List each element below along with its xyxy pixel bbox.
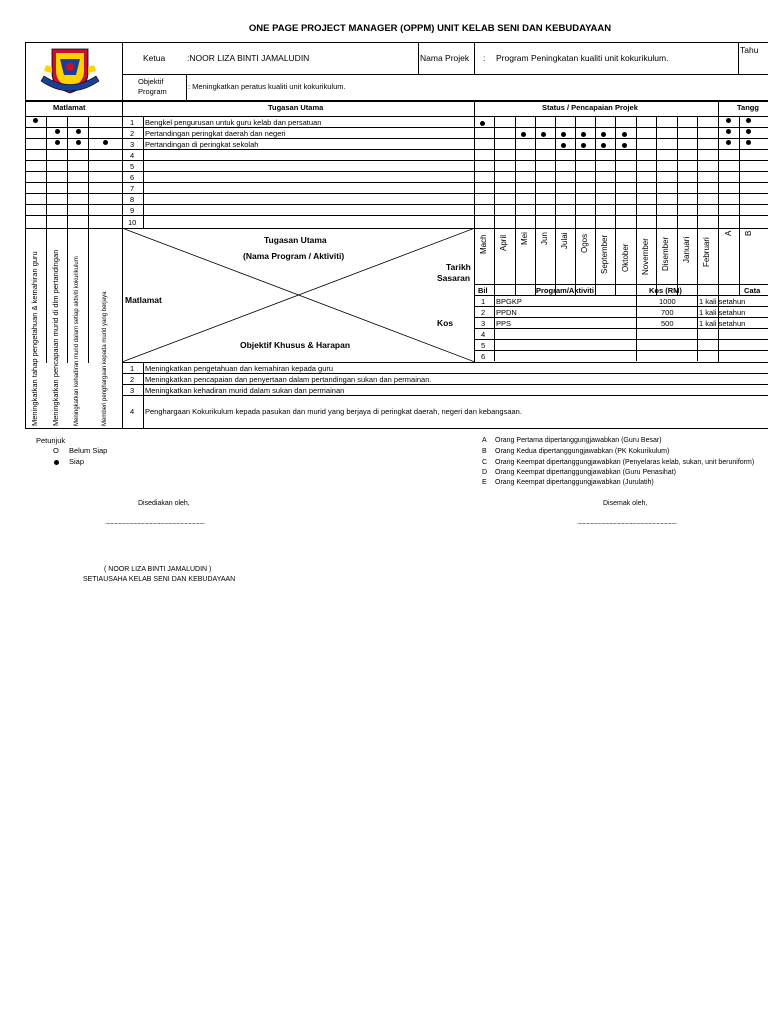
month-label: Mach [479,234,488,254]
matlamat-dot [76,129,81,134]
task-5-no: 5 [130,162,135,171]
cost-row-program: PPDN [496,308,517,317]
month-label: November [641,238,650,275]
task-3-text: Pertandingan di peringkat sekolah [145,140,259,149]
resp-letter: A [482,437,487,444]
objective-no: 3 [130,386,135,395]
cost-row-kos: 1000 [659,297,676,306]
matlamat-dot [55,129,60,134]
cost-row-catatan: 1 kali setahun [699,319,746,328]
status-dot [622,132,627,137]
matlamat-dot [33,118,38,123]
month-label: Oktober [621,243,630,272]
status-dot [480,121,485,126]
objective-text: Meningkatkan pengetahuan dan kemahiran kepada guru [145,364,334,373]
matrix-tarikh: Tarikh [446,262,471,272]
status-header: Status / Pencapaian Projek [542,103,638,112]
month-label: September [600,234,609,274]
cost-row-bil: 3 [481,319,486,328]
nama-projek-value: Program Peningkatan kualiti unit kokurikulum. [496,53,669,63]
task-6-no: 6 [130,173,135,182]
month-label: Julai [560,232,569,249]
status-dot [561,132,566,137]
objektif-label-2: Program [138,87,167,96]
resp-text: Orang Keempat dipertanggungjawabkan (Guru Penasihat) [495,469,676,476]
ketua-label: Ketua [143,53,166,63]
cost-header-catatan: Cata [744,286,761,295]
resp-letter: C [482,459,488,466]
matrix-kos: Kos [437,318,454,328]
owner-dot [726,118,731,123]
cost-header-bil: Bil [478,286,488,295]
matrix-matlamat: Matlamat [125,295,162,305]
status-dot [601,143,606,148]
objektif-value: : Meningkatkan peratus kualiti unit kokurikulum. [188,82,346,91]
owner-letter: A [724,230,733,236]
status-dot [521,132,526,137]
owner-dot [746,129,751,134]
matlamat-header: Matlamat [53,103,86,112]
objective-no: 1 [130,364,135,373]
owner-dot [726,129,731,134]
school-crest-icon [38,45,102,97]
task-7-no: 7 [130,184,135,193]
matrix-objektif: Objektif Khusus & Harapan [240,340,351,350]
disemak-label: Disemak oleh, [603,500,648,507]
cost-row-program: BPGKP [496,297,522,306]
month-label: Mei [520,232,529,245]
cost-row-kos: 500 [661,319,674,328]
objektif-label-1: Objektif [138,77,164,86]
cost-row-bil: 6 [481,352,486,361]
matlamat-dot [76,140,81,145]
cost-row-bil: 1 [481,297,486,306]
task-3-no: 3 [130,140,135,149]
owner-dot [746,140,751,145]
cost-row-catatan: 1 kali setahun [699,297,746,306]
cost-row-bil: 5 [481,341,486,350]
matlamat-dot [55,140,60,145]
status-dot [561,143,566,148]
matlamat-vertical-1: Meningkatkan tahap pengetahuan & kemahiran guru [30,251,39,426]
cost-row-bil: 4 [481,330,486,339]
cost-row-program: PPS [496,319,512,328]
matrix-sasaran: Sasaran [437,273,471,283]
header-frame [25,42,768,101]
matlamat-vertical-3: Meningkatkan kehadiran murid dalam setiap aktiviti kokurikulum [74,256,80,426]
resp-text: Orang Keempat dipertanggungjawabkan (Jurulatih) [495,479,654,486]
belum-siap-icon: O [53,446,59,455]
month-label: Januari [682,236,691,263]
ketua-value: :NOOR LIZA BINTI JAMALUDIN [187,53,310,63]
status-dot [601,132,606,137]
matrix-nama-program: (Nama Program / Aktiviti) [243,251,345,261]
task-2-no: 2 [130,129,135,138]
objective-text: Meningkatkan kehadiran murid dalam sukan dan permainan [145,386,345,395]
objective-text: Meningkatkan pencapaian dan penyertaan dalam pertandingan sukan dan permainan. [145,375,432,384]
signature-line-left: .......................................................................... [105,519,205,526]
month-label: Ogos [580,233,589,253]
legend-belum-siap: Belum Siap [69,446,108,455]
legend-title: Petunjuk [36,436,66,445]
tugasan-utama-header: Tugasan Utama [268,103,324,112]
matlamat-dot [103,140,108,145]
task-9-no: 9 [130,206,135,215]
nama-projek-colon: : [483,53,486,63]
resp-text: Orang Keempat dipertanggungjawabkan (Penyelaras kelab, sukan, unit beruniform) [495,459,755,466]
month-label: Jun [540,232,549,245]
task-1-text: Bengkel pengurusan untuk guru kelab dan persatuan [145,118,322,127]
resp-letter: E [482,479,487,486]
signatory-position: SETIAUSAHA KELAB SENI DAN KEBUDAYAAN [83,576,236,583]
cost-header-program: Program/Aktiviti [536,286,594,295]
siap-icon [54,460,59,465]
objective-no: 2 [130,375,135,384]
resp-text: Orang Kedua dipertanggungjawabkan (PK Kokurikulum) [495,448,670,455]
disediakan-label: Disediakan oleh, [138,500,190,507]
month-label: Disember [661,236,670,271]
document-title: ONE PAGE PROJECT MANAGER (OPPM) UNIT KELAB SENI DAN KEBUDAYAAN [248,23,612,34]
signature-line-right: .......................................................................... [577,519,677,526]
tahun-label: Tahu [740,45,759,55]
status-dot [622,143,627,148]
signatory-name: ( NOOR LIZA BINTI JAMALUDIN ) [104,566,212,573]
status-dot [581,143,586,148]
task-10-no: 10 [128,218,137,227]
cost-row-kos: 700 [661,308,674,317]
resp-letter: D [482,469,488,476]
owner-dot [726,140,731,145]
matlamat-vertical-2: Meningkatkan pencapaian murid di dlm pertandingan [51,249,60,426]
tanggung-header: Tangg [737,103,759,112]
resp-letter: B [482,448,487,455]
task-1-no: 1 [130,118,135,127]
resp-text: Orang Pertama dipertanggungjawabkan (Guru Besar) [495,437,662,444]
status-dot [581,132,586,137]
status-dot [541,132,546,137]
task-8-no: 8 [130,195,135,204]
objective-text: Penghargaan Kokurikulum kepada pasukan dan murid yang berjaya di peringkat daerah, negeri dan kebangsaan. [145,407,522,416]
month-label: Februari [702,237,711,267]
month-label: April [499,234,508,251]
legend-siap: Siap [69,457,85,466]
cost-header-kos: Kos (RM) [649,286,682,295]
owner-letter: B [744,230,753,236]
nama-projek-label: Nama Projek [420,53,470,63]
owner-dot [746,118,751,123]
task-4-no: 4 [130,151,135,160]
matrix-tugasan-utama: Tugasan Utama [264,235,327,245]
objective-no: 4 [130,407,135,416]
task-2-text: Pertandingan peringkat daerah dan negeri [145,129,286,138]
cost-row-bil: 2 [481,308,486,317]
matlamat-vertical-4: Memberi penghargaan kepada murid yang berjaya [102,291,108,426]
cost-row-catatan: 1 kali setahun [699,308,746,317]
